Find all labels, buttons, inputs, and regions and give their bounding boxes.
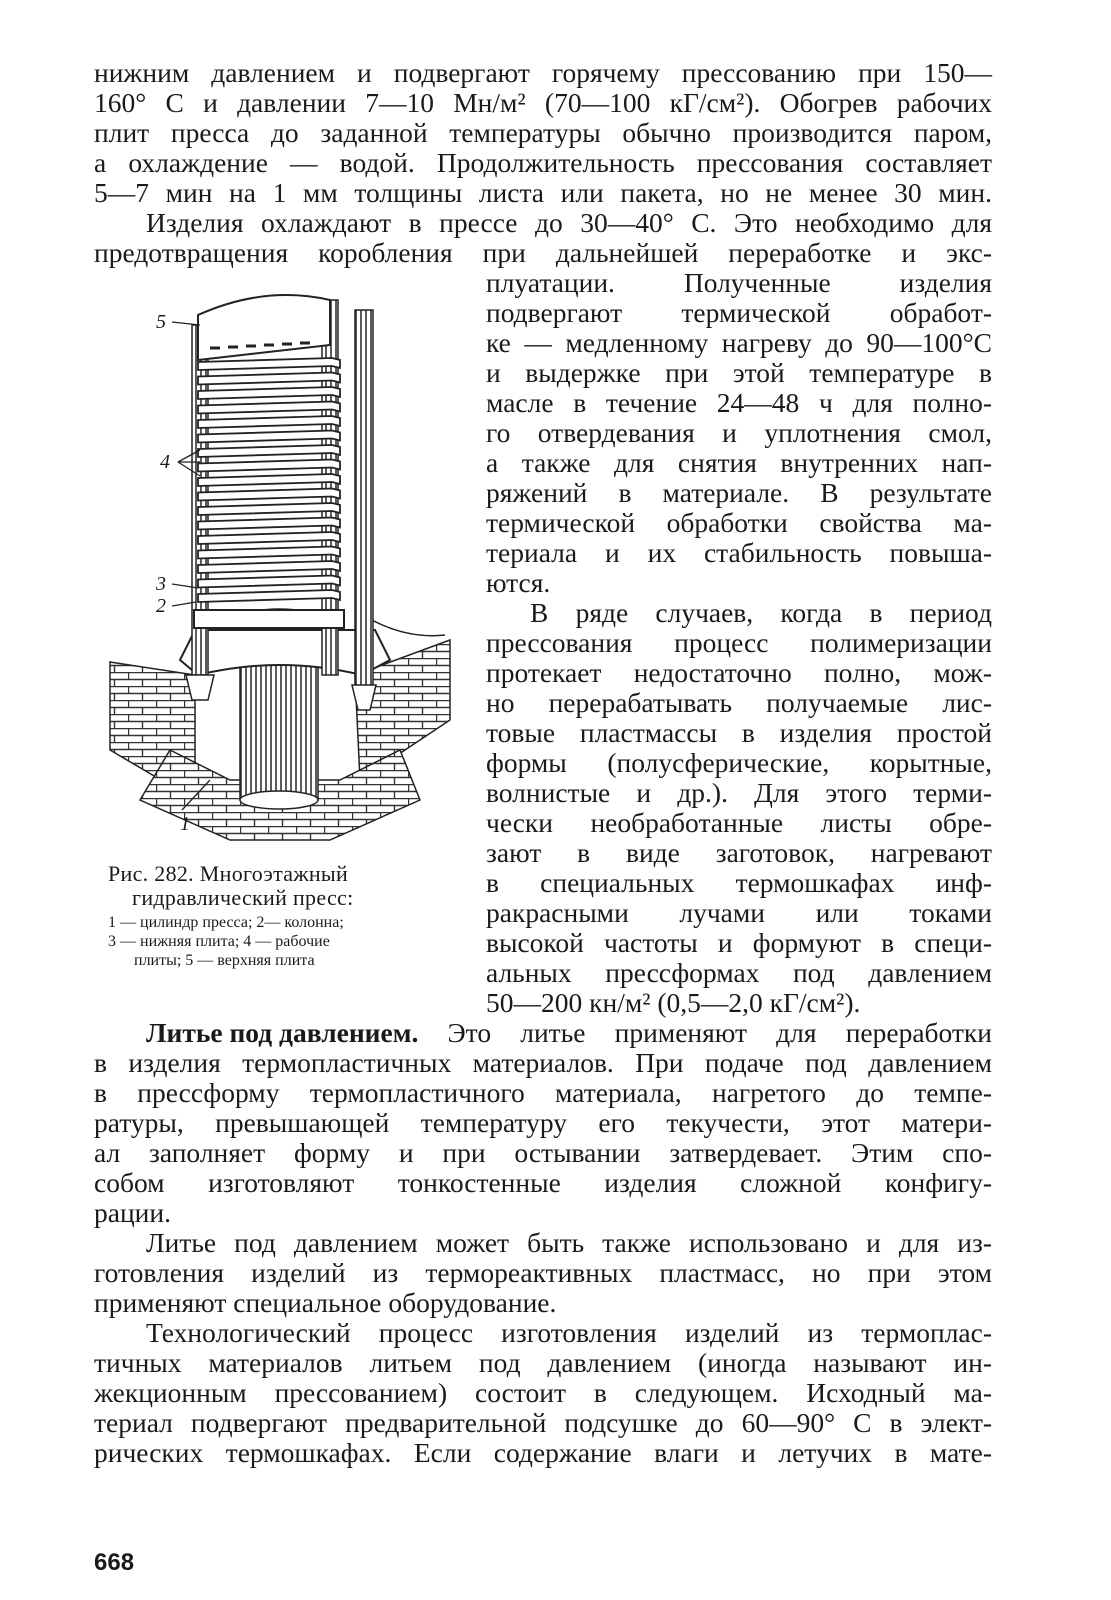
figure-legend-line: 1 — цилиндр пресса; 2— колонна; bbox=[108, 914, 344, 931]
text-line: ряжений в материале. В результате bbox=[486, 477, 992, 508]
text-line: а также для снятия внутренних нап- bbox=[486, 447, 992, 478]
text-line: в изделия термопластичных материалов. При подаче под давлением bbox=[94, 1047, 992, 1078]
working-plate bbox=[198, 576, 340, 588]
working-plate bbox=[198, 445, 340, 457]
text-line: ются. bbox=[486, 567, 551, 598]
figure-legend-line: 3 — нижняя плита; 4 — рабочие bbox=[108, 933, 330, 950]
figure-legend-line: плиты; 5 — верхняя плита bbox=[134, 952, 315, 969]
press-drawing bbox=[100, 280, 460, 845]
figure-caption-subtitle: гидравлический пресс: bbox=[132, 885, 354, 910]
text-line: ал заполняет форму и при остывании затвердевает. Этим спо- bbox=[94, 1137, 992, 1168]
text-line: в специальных термошкафах инф- bbox=[486, 867, 992, 898]
text-line: альных прессформах под давлением bbox=[486, 957, 992, 988]
working-plate bbox=[198, 547, 340, 559]
text-line: Изделия охлаждают в прессе до 30—40° С. Это необходимо для bbox=[146, 207, 992, 238]
text-line: териал подвергают предварительной подсушке до 60—90° С в элект- bbox=[94, 1407, 992, 1438]
text-line: и выдержке при этой температуре в bbox=[486, 357, 992, 388]
working-plate bbox=[198, 387, 340, 399]
working-plate bbox=[198, 489, 340, 501]
text-line: прессования процесс полимеризации bbox=[486, 627, 992, 658]
text-line: нижним давлением и подвергают горячему прессованию при 150— bbox=[94, 57, 992, 88]
text-line: применяют специальное оборудование. bbox=[94, 1287, 557, 1318]
text-line: Это литье применяют для переработки bbox=[418, 1017, 992, 1048]
text-line: рических термошкафах. Если содержание влаги и летучих в мате- bbox=[94, 1437, 992, 1468]
working-plate bbox=[198, 518, 340, 530]
working-plate bbox=[198, 358, 340, 370]
text-line: Литье под давлением может быть также использовано и для из- bbox=[146, 1227, 992, 1258]
working-plate bbox=[198, 532, 340, 544]
text-line: жекционным прессованием) состоит в следующем. Исходный ма- bbox=[94, 1377, 992, 1408]
text-line: плуатации. Полученные изделия bbox=[486, 267, 992, 298]
text-line: 160° С и давлении 7—10 Мн/м² (70—100 кГ/см²). Обогрев рабочих bbox=[94, 87, 992, 118]
figure-label: 3 bbox=[156, 573, 166, 595]
working-plate bbox=[198, 373, 340, 385]
figure-label: 1 bbox=[180, 813, 190, 835]
text-line: в прессформу термопластичного материала, нагретого до темпе- bbox=[94, 1077, 992, 1108]
text-line: Технологический процесс изготовления изделий из термоплас- bbox=[146, 1317, 992, 1348]
figure-label: 4 bbox=[160, 451, 170, 473]
text-line: 50—200 кн/м² (0,5—2,0 кГ/см²). bbox=[486, 987, 861, 1018]
working-plate bbox=[198, 416, 340, 428]
section-first-line bbox=[146, 1018, 992, 1048]
text-line: готовления изделий из термореактивных пластмасс, но при этом bbox=[94, 1257, 992, 1288]
text-line: собом изготовляют тонкостенные изделия сложной конфигу- bbox=[94, 1167, 992, 1198]
text-line: го отвердевания и уплотнения смол, bbox=[486, 417, 992, 448]
top-plate bbox=[198, 295, 330, 360]
section-heading: Литье под давлением. bbox=[146, 1017, 419, 1048]
text-line: товые пластмассы в изделия простой bbox=[486, 717, 992, 748]
text-line: подвергают термической обработ- bbox=[486, 297, 992, 328]
text-line: рации. bbox=[94, 1197, 171, 1228]
text-line: масле в течение 24—48 ч для полно- bbox=[486, 387, 992, 418]
working-plate bbox=[198, 561, 340, 573]
working-plate bbox=[198, 503, 340, 515]
text-line: высокой частоты и формуют в специ- bbox=[486, 927, 992, 958]
text-line: предотвращения коробления при дальнейшей переработке и экс- bbox=[94, 237, 992, 268]
text-line: чески необработанные листы обре- bbox=[486, 807, 992, 838]
figure-label: 2 bbox=[156, 595, 166, 617]
text-line: териала и их стабильность повыша- bbox=[486, 537, 992, 568]
text-line: 5—7 мин на 1 мм толщины листа или пакета, но не менее 30 мин. bbox=[94, 177, 992, 208]
press-illustration bbox=[100, 280, 460, 845]
text-line: плит пресса до заданной температуры обычно производится паром, bbox=[94, 117, 992, 148]
text-line: термической обработки свойства ма- bbox=[486, 507, 992, 538]
working-plate bbox=[198, 431, 340, 443]
figure-caption-title: Рис. 282. Многоэтажный bbox=[108, 861, 349, 886]
text-line: В ряде случаев, когда в период bbox=[530, 597, 992, 628]
text-line: ке — медленному нагреву до 90—100°С bbox=[486, 327, 992, 358]
text-line: а охлаждение — водой. Продолжительность прессования составляет bbox=[94, 147, 992, 178]
text-line: формы (полусферические, корытные, bbox=[486, 747, 992, 778]
text-line: ратуры, превышающей температуру его текучести, этот матери- bbox=[94, 1107, 992, 1138]
text-line: протекает недостаточно полно, мож- bbox=[486, 657, 992, 688]
working-plate bbox=[198, 590, 340, 602]
lower-plate bbox=[194, 610, 344, 628]
text-line: но перерабатывать получаемые лис- bbox=[486, 687, 992, 718]
text-line: зают в виде заготовок, нагревают bbox=[486, 837, 992, 868]
figure-label: 5 bbox=[156, 311, 166, 333]
working-plate bbox=[198, 474, 340, 486]
working-plate bbox=[198, 402, 340, 414]
page-number: 668 bbox=[94, 1549, 135, 1576]
text-line: ракрасными лучами или токами bbox=[486, 897, 992, 928]
working-plate bbox=[198, 460, 340, 472]
text-line: тичных материалов литьем под давлением (иногда называют ин- bbox=[94, 1347, 992, 1378]
text-line: волнистые и др.). Для этого терми- bbox=[486, 777, 992, 808]
